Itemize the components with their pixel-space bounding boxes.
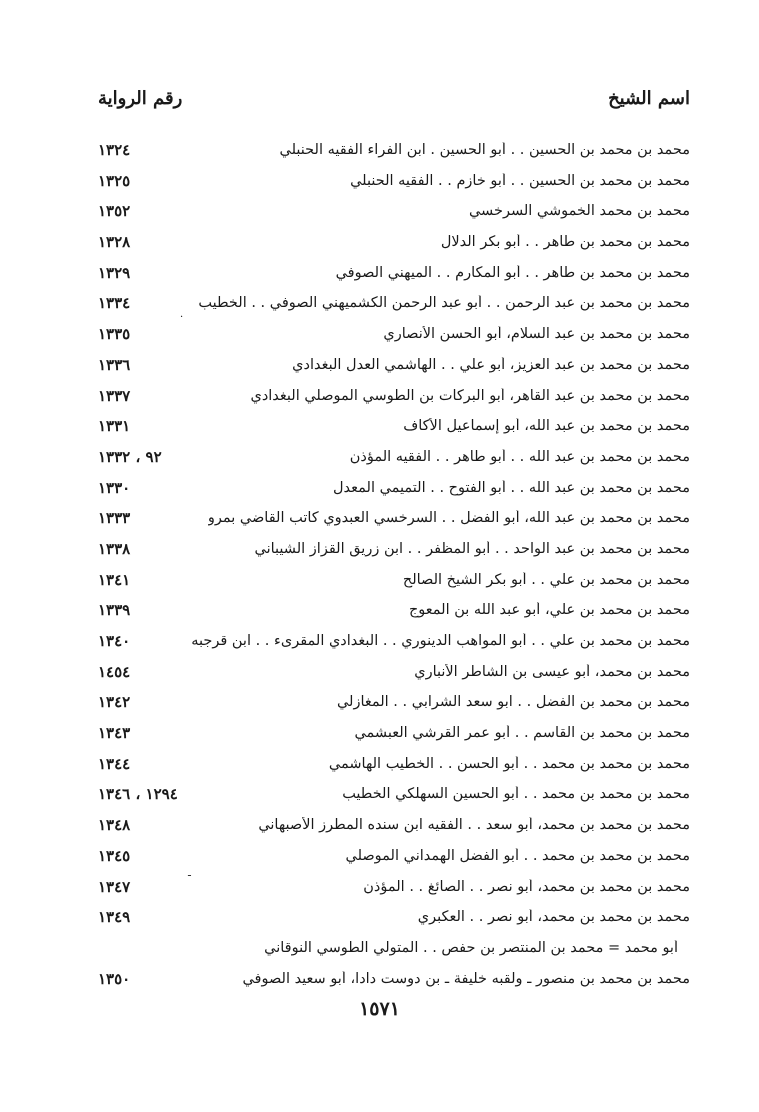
- narration-number: ١٢٩٤ ، ١٣٤٦: [98, 785, 178, 804]
- column-header-name: اسم الشيخ: [608, 88, 690, 109]
- narration-number: ١٣٤٤: [98, 754, 131, 773]
- list-item: [98, 846, 690, 877]
- narration-number: ١٣٤١: [98, 570, 131, 589]
- sheikh-name: محمد بن محمد بن منصور ـ ولقبه خليفة ـ بن دوست دادا، أبو سعيد الصوفي: [242, 970, 690, 987]
- list-item: [98, 140, 690, 171]
- list-item: [98, 171, 690, 202]
- sheikh-name: محمد بن محمد الخموشي السرخسي: [468, 203, 690, 220]
- column-header-number: رقم الرواية: [98, 88, 183, 109]
- list-item: [98, 662, 690, 693]
- list-item: [98, 386, 690, 417]
- sheikh-name: محمد بن محمد بن محمد، أبو نصر . . الصائغ . . المؤذن: [363, 878, 690, 895]
- sheikh-name: محمد بن محمد بن الحسين . . أبو خازم . . الفقيه الحنبلي: [350, 172, 690, 189]
- list-item: [98, 723, 690, 754]
- narration-number: ١٣٢٩: [98, 263, 131, 282]
- sheikh-name: محمد بن محمد بن عبد العزيز، أبو علي . . الهاشمي العدل البغدادي: [292, 356, 690, 373]
- sheikh-name: محمد بن محمد بن الفضل . . ابو سعد الشرابي . . المغازلي: [336, 694, 690, 711]
- narration-number: ١٣٤٨: [98, 816, 131, 835]
- list-item: [98, 631, 690, 662]
- narration-number: ١٣٢٨: [98, 233, 131, 252]
- sheikh-name: محمد بن محمد بن عبد الله . . أبو الفتوح . . التميمي المعدل: [333, 479, 690, 496]
- narration-number: ١٣٤٧: [98, 877, 131, 896]
- narration-number: ١٣٣٠: [98, 478, 131, 497]
- sheikh-name: محمد بن محمد بن عبد الله، أبو إسماعيل الأكاف: [403, 418, 690, 435]
- narration-number: ١٣٢٥: [98, 171, 131, 190]
- list-item: [98, 877, 690, 908]
- narration-number: ١٣٤٠: [98, 632, 131, 650]
- list-item: [98, 907, 690, 938]
- narration-number: ١٣٤٥: [98, 846, 131, 865]
- stray-mark: ـ: [188, 868, 191, 879]
- list-item: [98, 355, 690, 386]
- list-item: [98, 416, 690, 447]
- list-item: [98, 447, 690, 478]
- sheikh-name: محمد بن محمد، أبو عيسى بن الشاطر الأنباري: [414, 663, 690, 680]
- list-item: [98, 508, 690, 539]
- list-item: [98, 232, 690, 263]
- narration-number: ١٣٣٩: [98, 601, 131, 620]
- narration-number: ١٣٣٤: [98, 294, 131, 313]
- narration-number: ١٣٥٠: [98, 969, 131, 988]
- sheikh-name: محمد بن محمد بن محمد، أبو سعد . . الفقيه ابن سنده المطرز الأصبهاني: [258, 817, 690, 834]
- narration-number: ١٣٣١: [98, 417, 131, 436]
- narration-number: ١٣٤٣: [98, 724, 131, 743]
- sheikh-name: محمد بن محمد بن محمد . . أبو الفضل الهمداني الموصلي: [345, 847, 690, 864]
- narration-number: ١٣٤٩: [98, 908, 131, 927]
- list-item: [98, 754, 690, 785]
- sheikh-name: محمد بن محمد بن علي، أبو عبد الله بن المعوج: [408, 602, 690, 619]
- narration-number: ١٣٤٢: [98, 693, 131, 712]
- narration-number: ١٤٥٤: [98, 662, 131, 681]
- list-item: [98, 784, 690, 815]
- entries-list: [98, 140, 690, 999]
- table-header: [98, 88, 690, 118]
- list-item: [98, 324, 690, 355]
- list-item: [98, 263, 690, 294]
- sheikh-name: محمد بن محمد بن عبد الواحد . . أبو المظفر . . ابن زريق القزاز الشيباني: [254, 540, 690, 557]
- sheikh-name: محمد بن محمد بن عبد القاهر، أبو البركات بن الطوسي الموصلي البغدادي: [250, 387, 690, 404]
- list-item: [98, 600, 690, 631]
- list-item: [98, 478, 690, 509]
- sheikh-name: محمد بن محمد بن علي . . أبو بكر الشيخ الصالح: [402, 571, 690, 588]
- narration-number: ١٣٢٤: [98, 141, 131, 159]
- sheikh-name: محمد بن محمد بن الحسين . . أبو الحسين . ابن الفراء الفقيه الحنبلي: [279, 142, 690, 158]
- narration-number: ١٣٥٢: [98, 202, 131, 221]
- narration-number: ١٣٣٦: [98, 355, 131, 374]
- sheikh-name: محمد بن محمد بن عبد الله، أبو الفضل . . السرخسي العبدوي كاتب القاضي بمرو: [207, 510, 690, 527]
- list-item: [98, 201, 690, 232]
- narration-number: ١٣٣٧: [98, 386, 131, 405]
- list-item: [98, 692, 690, 723]
- narration-number: ١٣٣٨: [98, 539, 131, 558]
- sheikh-name: محمد بن محمد بن طاهر . . أبو بكر الدلال: [440, 234, 690, 251]
- narration-number: ١٣٣٣: [98, 509, 131, 528]
- page-number: ١٥٧١: [359, 998, 400, 1020]
- sheikh-name: محمد بن محمد بن محمد، أبو نصر . . العكبري: [417, 909, 690, 926]
- list-item: [98, 539, 690, 570]
- list-item: [98, 815, 690, 846]
- stray-mark: ·: [180, 312, 184, 323]
- sheikh-name: محمد بن محمد بن عبد الله . . أبو طاهر . . الفقيه المؤذن: [349, 448, 690, 465]
- sheikh-name: محمد بن محمد بن عبد السلام، أبو الحسن الأنصاري: [383, 326, 690, 343]
- sheikh-name: محمد بن محمد بن محمد . . أبو الحسين السهلكي الخطيب: [342, 786, 690, 803]
- sheikh-name: محمد بن محمد بن محمد . . أبو الحسن . . الخطيب الهاشمي: [328, 755, 690, 772]
- list-item: [98, 938, 690, 969]
- sheikh-name: محمد بن محمد بن علي . . أبو المواهب الدينوري . . البغدادي المقرىء . . ابن قرجبه: [191, 633, 690, 649]
- list-item: [98, 570, 690, 601]
- narration-number: ٩٢ ، ١٣٣٢: [98, 447, 162, 466]
- list-item: [98, 969, 690, 1000]
- narration-number: ١٣٣٥: [98, 325, 131, 344]
- sheikh-name: محمد بن محمد بن القاسم . . أبو عمر القرشي العبشمي: [354, 725, 690, 742]
- sheikh-name: محمد بن محمد بن طاهر . . أبو المكارم . . الميهني الصوفي: [335, 264, 690, 281]
- list-item: [98, 293, 690, 324]
- sheikh-name: محمد بن محمد بن عبد الرحمن . . أبو عبد الرحمن الكشميهني الصوفي . . الخطيب: [198, 295, 690, 312]
- sheikh-name: أبو محمد = محمد بن المنتصر بن حفص . . المتولي الطوسي النوقاني: [264, 939, 678, 956]
